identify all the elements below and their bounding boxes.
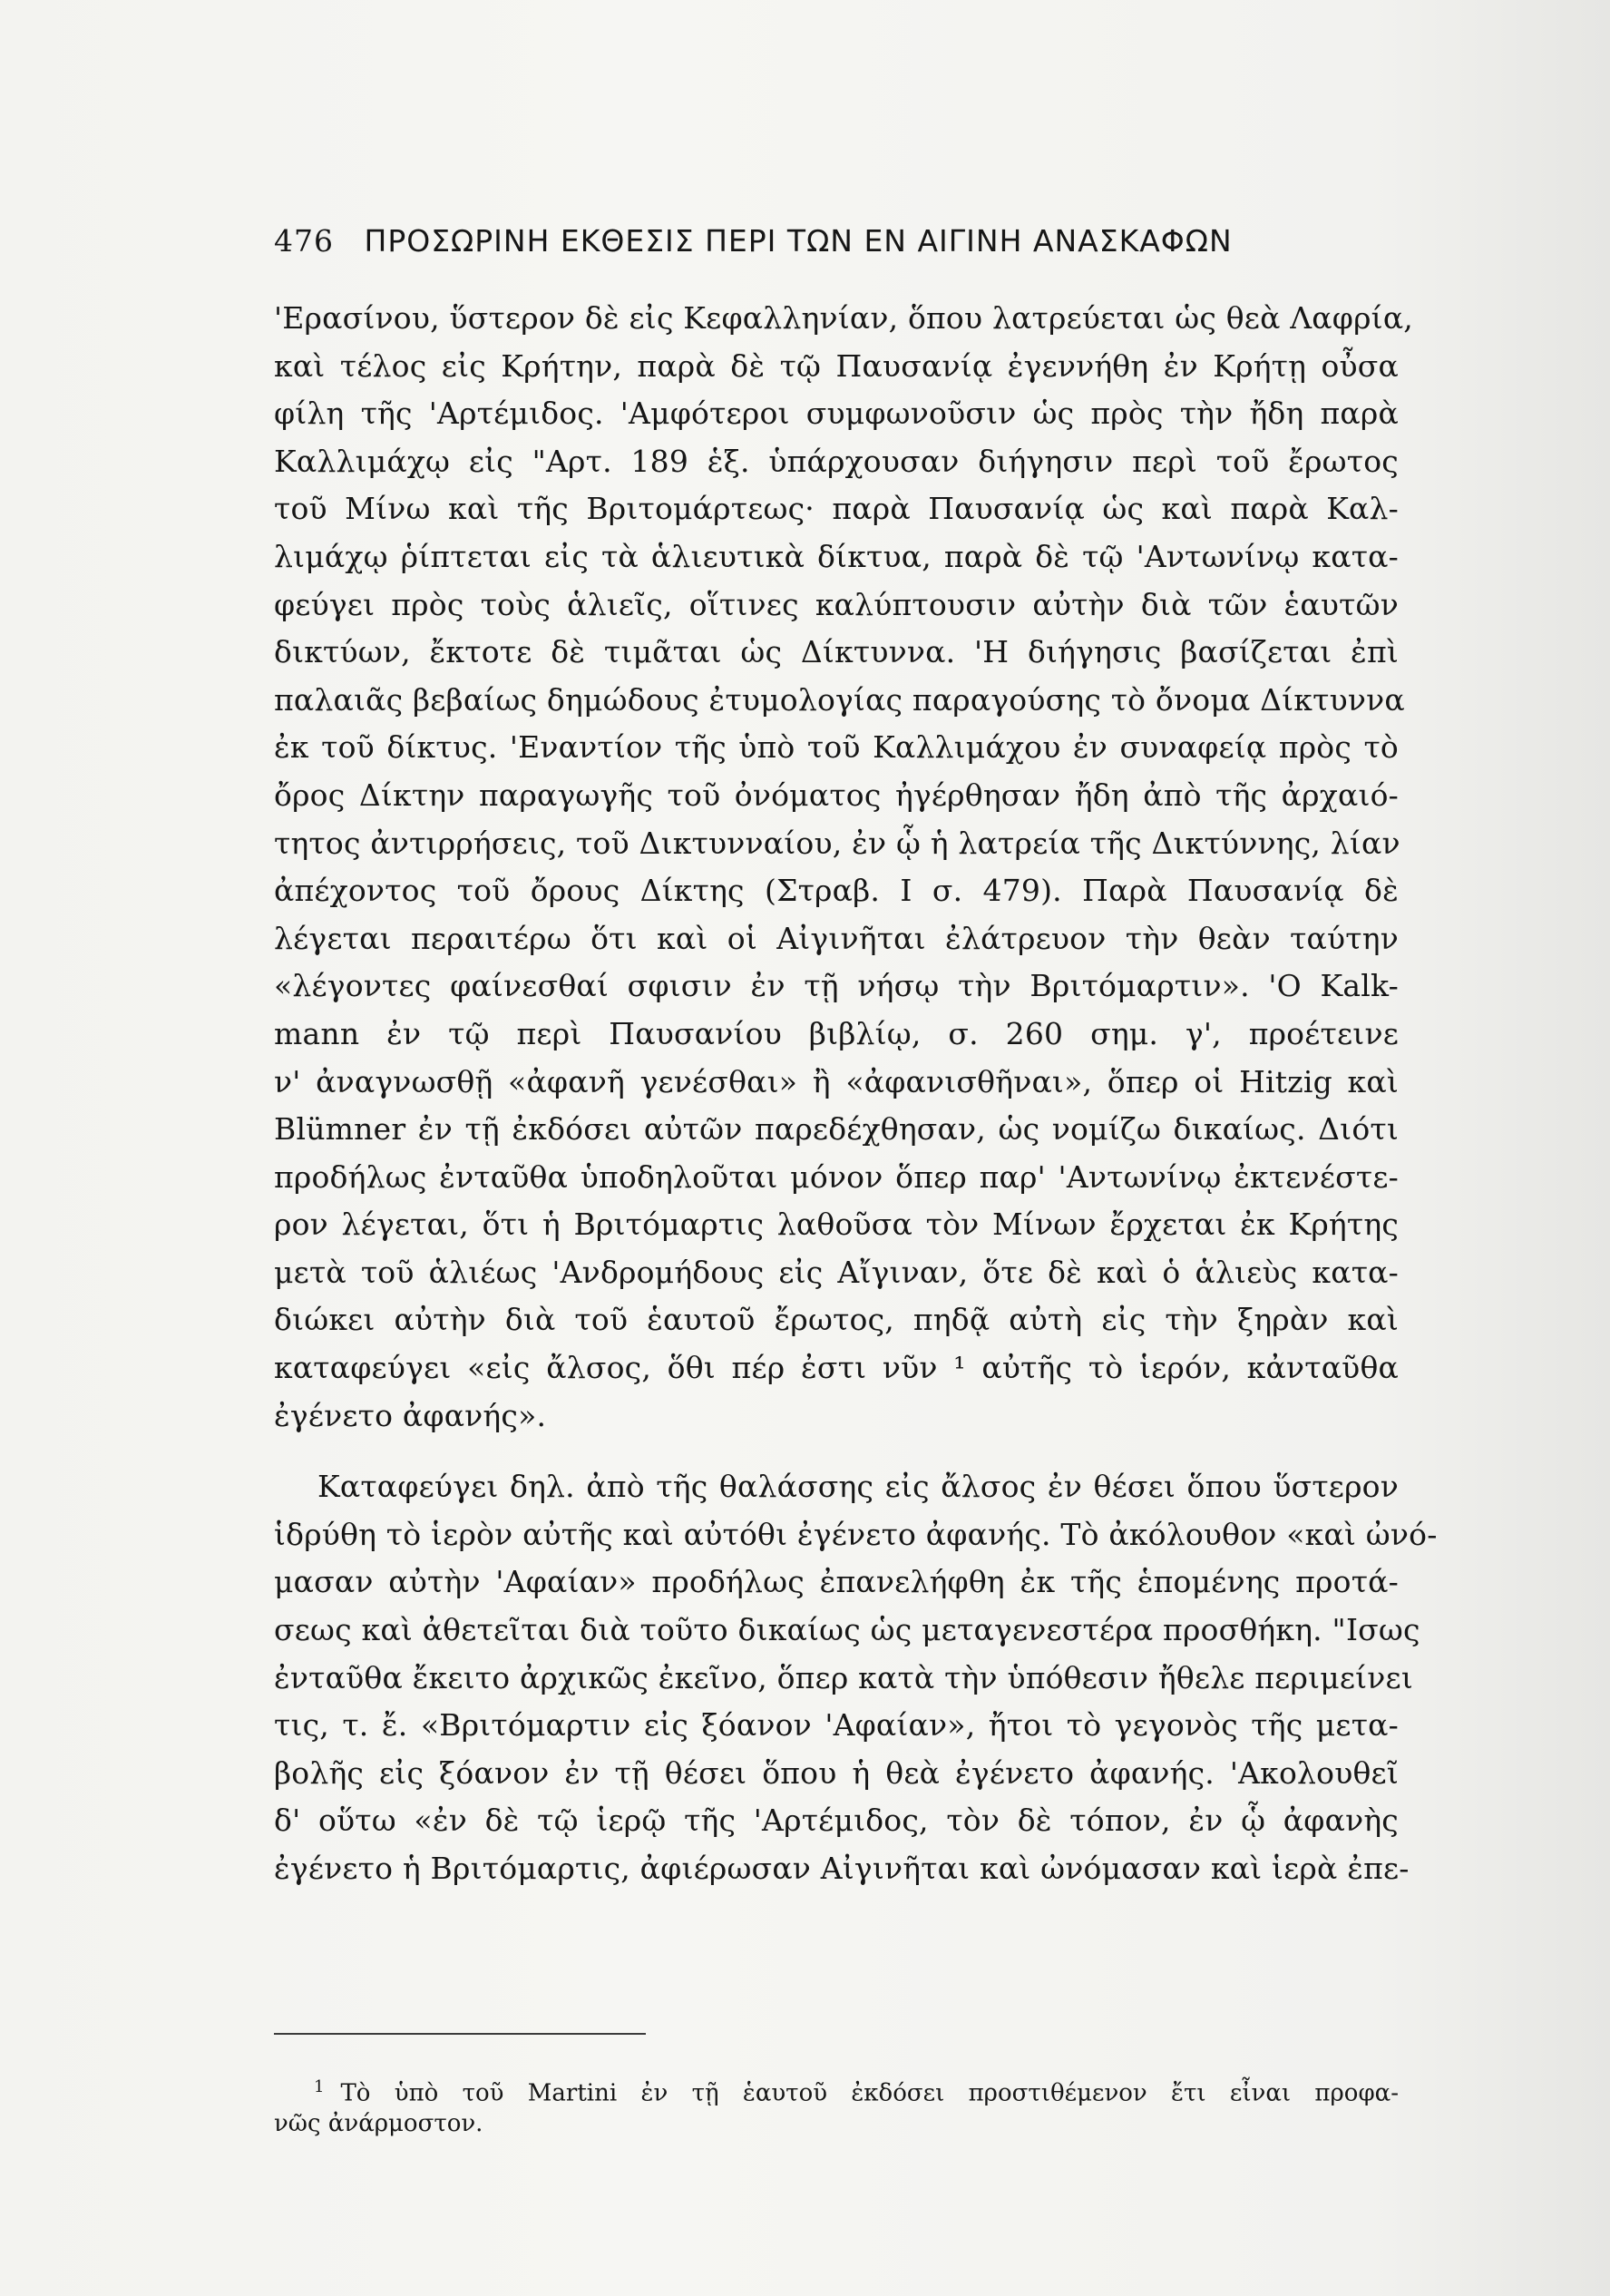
text-line: ἐνταῦθα ἔκειτο ἀρχικῶς ἐκεῖνο, ὅπερ κατὰ τὴν ὑπόθεσιν ἤθελε περιμείνει xyxy=(274,1659,1413,1695)
text-line: φίλη τῆς 'Αρτέμιδος. 'Αμφότεροι συμφωνοῦσιν ὡς πρὸς τὴν ἤδη παρὰ xyxy=(274,396,1399,432)
text-line: ν' ἀναγνωσθῇ «ἀφανῆ γενέσθαι» ἢ «ἀφανισθῆναι», ὅπερ οἱ Hitzig καὶ xyxy=(274,1063,1399,1099)
running-title: ΠΡΟΣΩΡΙΝΗ ΕΚΘΕΣΙΣ ΠΕΡΙ ΤΩΝ ΕΝ ΑΙΓΙΝΗ ΑΝΑΣΚΑΦΩΝ xyxy=(364,223,1233,259)
footnote-divider xyxy=(274,2033,646,2035)
text-line: ρον λέγεται, ὅτι ἡ Βριτόμαρτις λαθοῦσα τὸν Μίνων ἔρχεται ἐκ Κρήτης xyxy=(274,1207,1399,1243)
text-line: τητος ἀντιρρήσεις, τοῦ Δικτυνναίου, ἐν ᾧ ἡ λατρεία τῆς Δικτύννης, λίαν xyxy=(274,825,1400,861)
text-line: Καλλιμάχῳ εἰς "Αρτ. 189 ἑξ. ὑπάρχουσαν διήγησιν περὶ τοῦ ἔρωτος xyxy=(274,443,1399,479)
text-line: φεύγει πρὸς τοὺς ἁλιεῖς, οἵτινες καλύπτουσιν αὐτὴν διὰ τῶν ἑαυτῶν xyxy=(274,586,1399,622)
text-line: προδήλως ἐνταῦθα ὑποδηλοῦται μόνον ὅπερ παρ' 'Αντωνίνῳ ἐκτενέστε- xyxy=(274,1158,1399,1195)
footnote-line xyxy=(274,2069,1399,2105)
text-line: ἱδρύθη τὸ ἱερὸν αὐτῆς καὶ αὐτόθι ἐγένετο ἀφανής. Τὸ ἀκόλουθον «καὶ ὠνό- xyxy=(274,1516,1438,1552)
text-line: λιμάχῳ ῥίπτεται εἰς τὰ ἁλιευτικὰ δίκτυα, παρὰ δὲ τῷ 'Αντωνίνῳ κατα- xyxy=(274,538,1399,574)
text-line: καταφεύγει «εἰς ἄλσος, ὅθι πέρ ἐστι νῦν ¹ αὐτῆς τὸ ἱερόν, κἀνταῦθα xyxy=(274,1350,1399,1386)
footnote xyxy=(274,2069,1399,2142)
text-line: δικτύων, ἔκτοτε δὲ τιμᾶται ὡς Δίκτυννα. 'Η διήγησις βασίζεται ἐπὶ xyxy=(274,634,1399,670)
paragraph-gap xyxy=(274,1440,1399,1463)
footnote-mark: 1 xyxy=(314,2077,325,2096)
text-line: ἀπέχοντος τοῦ ὄρους Δίκτης (Στραβ. Ι σ. 479). Παρὰ Παυσανίᾳ δὲ xyxy=(274,873,1399,909)
running-header xyxy=(274,223,1344,259)
text-line: ἐγένετο ἡ Βριτόμαρτις, ἀφιέρωσαν Αἰγινῆται καὶ ὠνόμασαν καὶ ἱερὰ ἐπε- xyxy=(274,1851,1410,1886)
text-line: τις, τ. ἔ. «Βριτόμαρτιν εἰς ξόανον 'Αφαίαν», ἤτοι τὸ γεγονὸς τῆς μετα- xyxy=(274,1707,1399,1744)
text-line: διώκει αὐτὴν διὰ τοῦ ἑαυτοῦ ἔρωτος, πηδᾷ αὐτὴ εἰς τὴν ξηρὰν καὶ xyxy=(274,1302,1399,1338)
text-line: καὶ τέλος εἰς Κρήτην, παρὰ δὲ τῷ Παυσανίᾳ ἐγεννήθη ἐν Κρήτῃ οὖσα xyxy=(274,347,1399,384)
text-line: μετὰ τοῦ ἁλιέως 'Ανδρομήδους εἰς Αἴγιναν, ὅτε δὲ καὶ ὁ ἁλιεὺς κατα- xyxy=(274,1254,1399,1290)
text-line: ἐγένετο ἀφανής». xyxy=(274,1397,547,1433)
text-line: τοῦ Μίνω καὶ τῆς Βριτομάρτεως· παρὰ Παυσανίᾳ ὡς καὶ παρὰ Καλ- xyxy=(274,491,1399,527)
main-text xyxy=(274,295,1438,1893)
text-line: «λέγοντες φαίνεσθαί σφισιν ἐν τῇ νήσῳ τὴν Βριτόμαρτιν». 'Ο Kalk- xyxy=(274,968,1399,1004)
text-line: Blümner ἐν τῇ ἐκδόσει αὐτῶν παρεδέχθησαν, ὡς νομίζω δικαίως. Διότι xyxy=(274,1111,1399,1148)
text-line: δ' οὕτω «ἐν δὲ τῷ ἱερῷ τῆς 'Αρτέμιδος, τὸν δὲ τόπον, ἐν ᾧ ἀφανὴς xyxy=(274,1803,1399,1839)
text-line: παλαιᾶς βεβαίως δημώδους ἐτυμολογίας παραγούσης τὸ ὄνομα Δίκτυννα xyxy=(274,681,1405,718)
text-line: ἐκ τοῦ δίκτυς. 'Εναντίον τῆς ὑπὸ τοῦ Καλλιμάχου ἐν συναφείᾳ πρὸς τὸ xyxy=(274,729,1399,766)
text-line: λέγεται περαιτέρω ὅτι καὶ οἱ Αἰγινῆται ἐλάτρευον τὴν θεὰν ταύτην xyxy=(274,920,1399,956)
footnote-line: νῶς ἀνάρμοστον. xyxy=(274,2110,483,2137)
text-line: Καταφεύγει δηλ. ἀπὸ τῆς θαλάσσης εἰς ἄλσος ἐν θέσει ὅπου ὕστερον xyxy=(317,1469,1399,1505)
text-line: σεως καὶ ἀθετεῖται διὰ τοῦτο δικαίως ὡς μεταγενεστέρα προσθήκη. "Ισως xyxy=(274,1612,1420,1648)
text-line: mann ἐν τῷ περὶ Παυσανίου βιβλίῳ, σ. 260 σημ. γ', προέτεινε xyxy=(274,1015,1399,1051)
text-line: βολῆς εἰς ξόανον ἐν τῇ θέσει ὅπου ἡ θεὰ ἐγένετο ἀφανής. 'Ακολουθεῖ xyxy=(274,1754,1399,1791)
text-line: 'Ερασίνου, ὕστερον δὲ εἰς Κεφαλληνίαν, ὅπου λατρεύεται ὡς θεὰ Λαφρία, xyxy=(274,300,1413,336)
text-line: ὄρος Δίκτην παραγωγῆς τοῦ ὀνόματος ἠγέρθησαν ἤδη ἀπὸ τῆς ἀρχαιό- xyxy=(274,777,1399,813)
footnote-text: Τὸ ὑπὸ τοῦ Martini ἐν τῇ ἑαυτοῦ ἐκδόσει προστιθέμενον ἔτι εἶναι προφα- xyxy=(340,2079,1399,2107)
text-line: μασαν αὐτὴν 'Αφαίαν» προδήλως ἐπανελήφθη ἐκ τῆς ἑπομένης προτά- xyxy=(274,1564,1399,1600)
page-number: 476 xyxy=(274,223,334,259)
